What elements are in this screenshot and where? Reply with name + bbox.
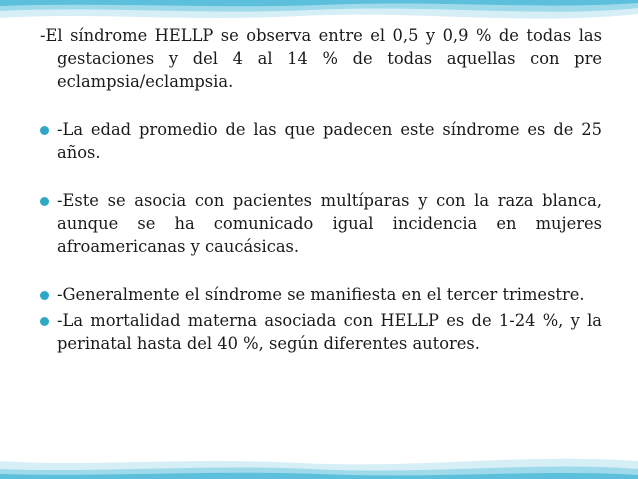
bullet-item-trimester — [40, 283, 602, 306]
bullet-dot-icon — [40, 291, 49, 300]
bullet-dot-icon — [40, 317, 49, 326]
bullet-item-mortality-text: -La mortalidad materna asociada con HELLP es de 1-24 %, y la perinatal hasta del 40 %, según diferentes autores. — [57, 311, 602, 353]
bottom-wave-decoration — [0, 439, 638, 479]
bullet-item-age-text: -La edad promedio de las que padecen este síndrome es de 25 años. — [57, 120, 602, 162]
bullet-item-trimester-text: -Generalmente el síndrome se manifiesta en el tercer trimestre. — [57, 285, 585, 304]
bullet-item-age — [40, 118, 602, 164]
slide-body — [40, 24, 602, 355]
paragraph-incidence-text: -El síndrome HELLP se observa entre el 0,5 y 0,9 % de todas las gestaciones y del 4 al 14 % de todas aquellas con pre eclampsia/eclampsia. — [40, 26, 602, 91]
bullet-item-association — [40, 189, 602, 258]
bullet-dot-icon — [40, 197, 49, 206]
bullet-dot-icon — [40, 126, 49, 135]
bullet-item-association-text: -Este se asocia con pacientes multíparas y con la raza blanca, aunque se ha comunicado igual incidencia en mujeres afroamericanas y caucásicas. — [57, 191, 602, 256]
paragraph-incidence — [40, 24, 602, 93]
bullet-item-mortality — [40, 309, 602, 355]
